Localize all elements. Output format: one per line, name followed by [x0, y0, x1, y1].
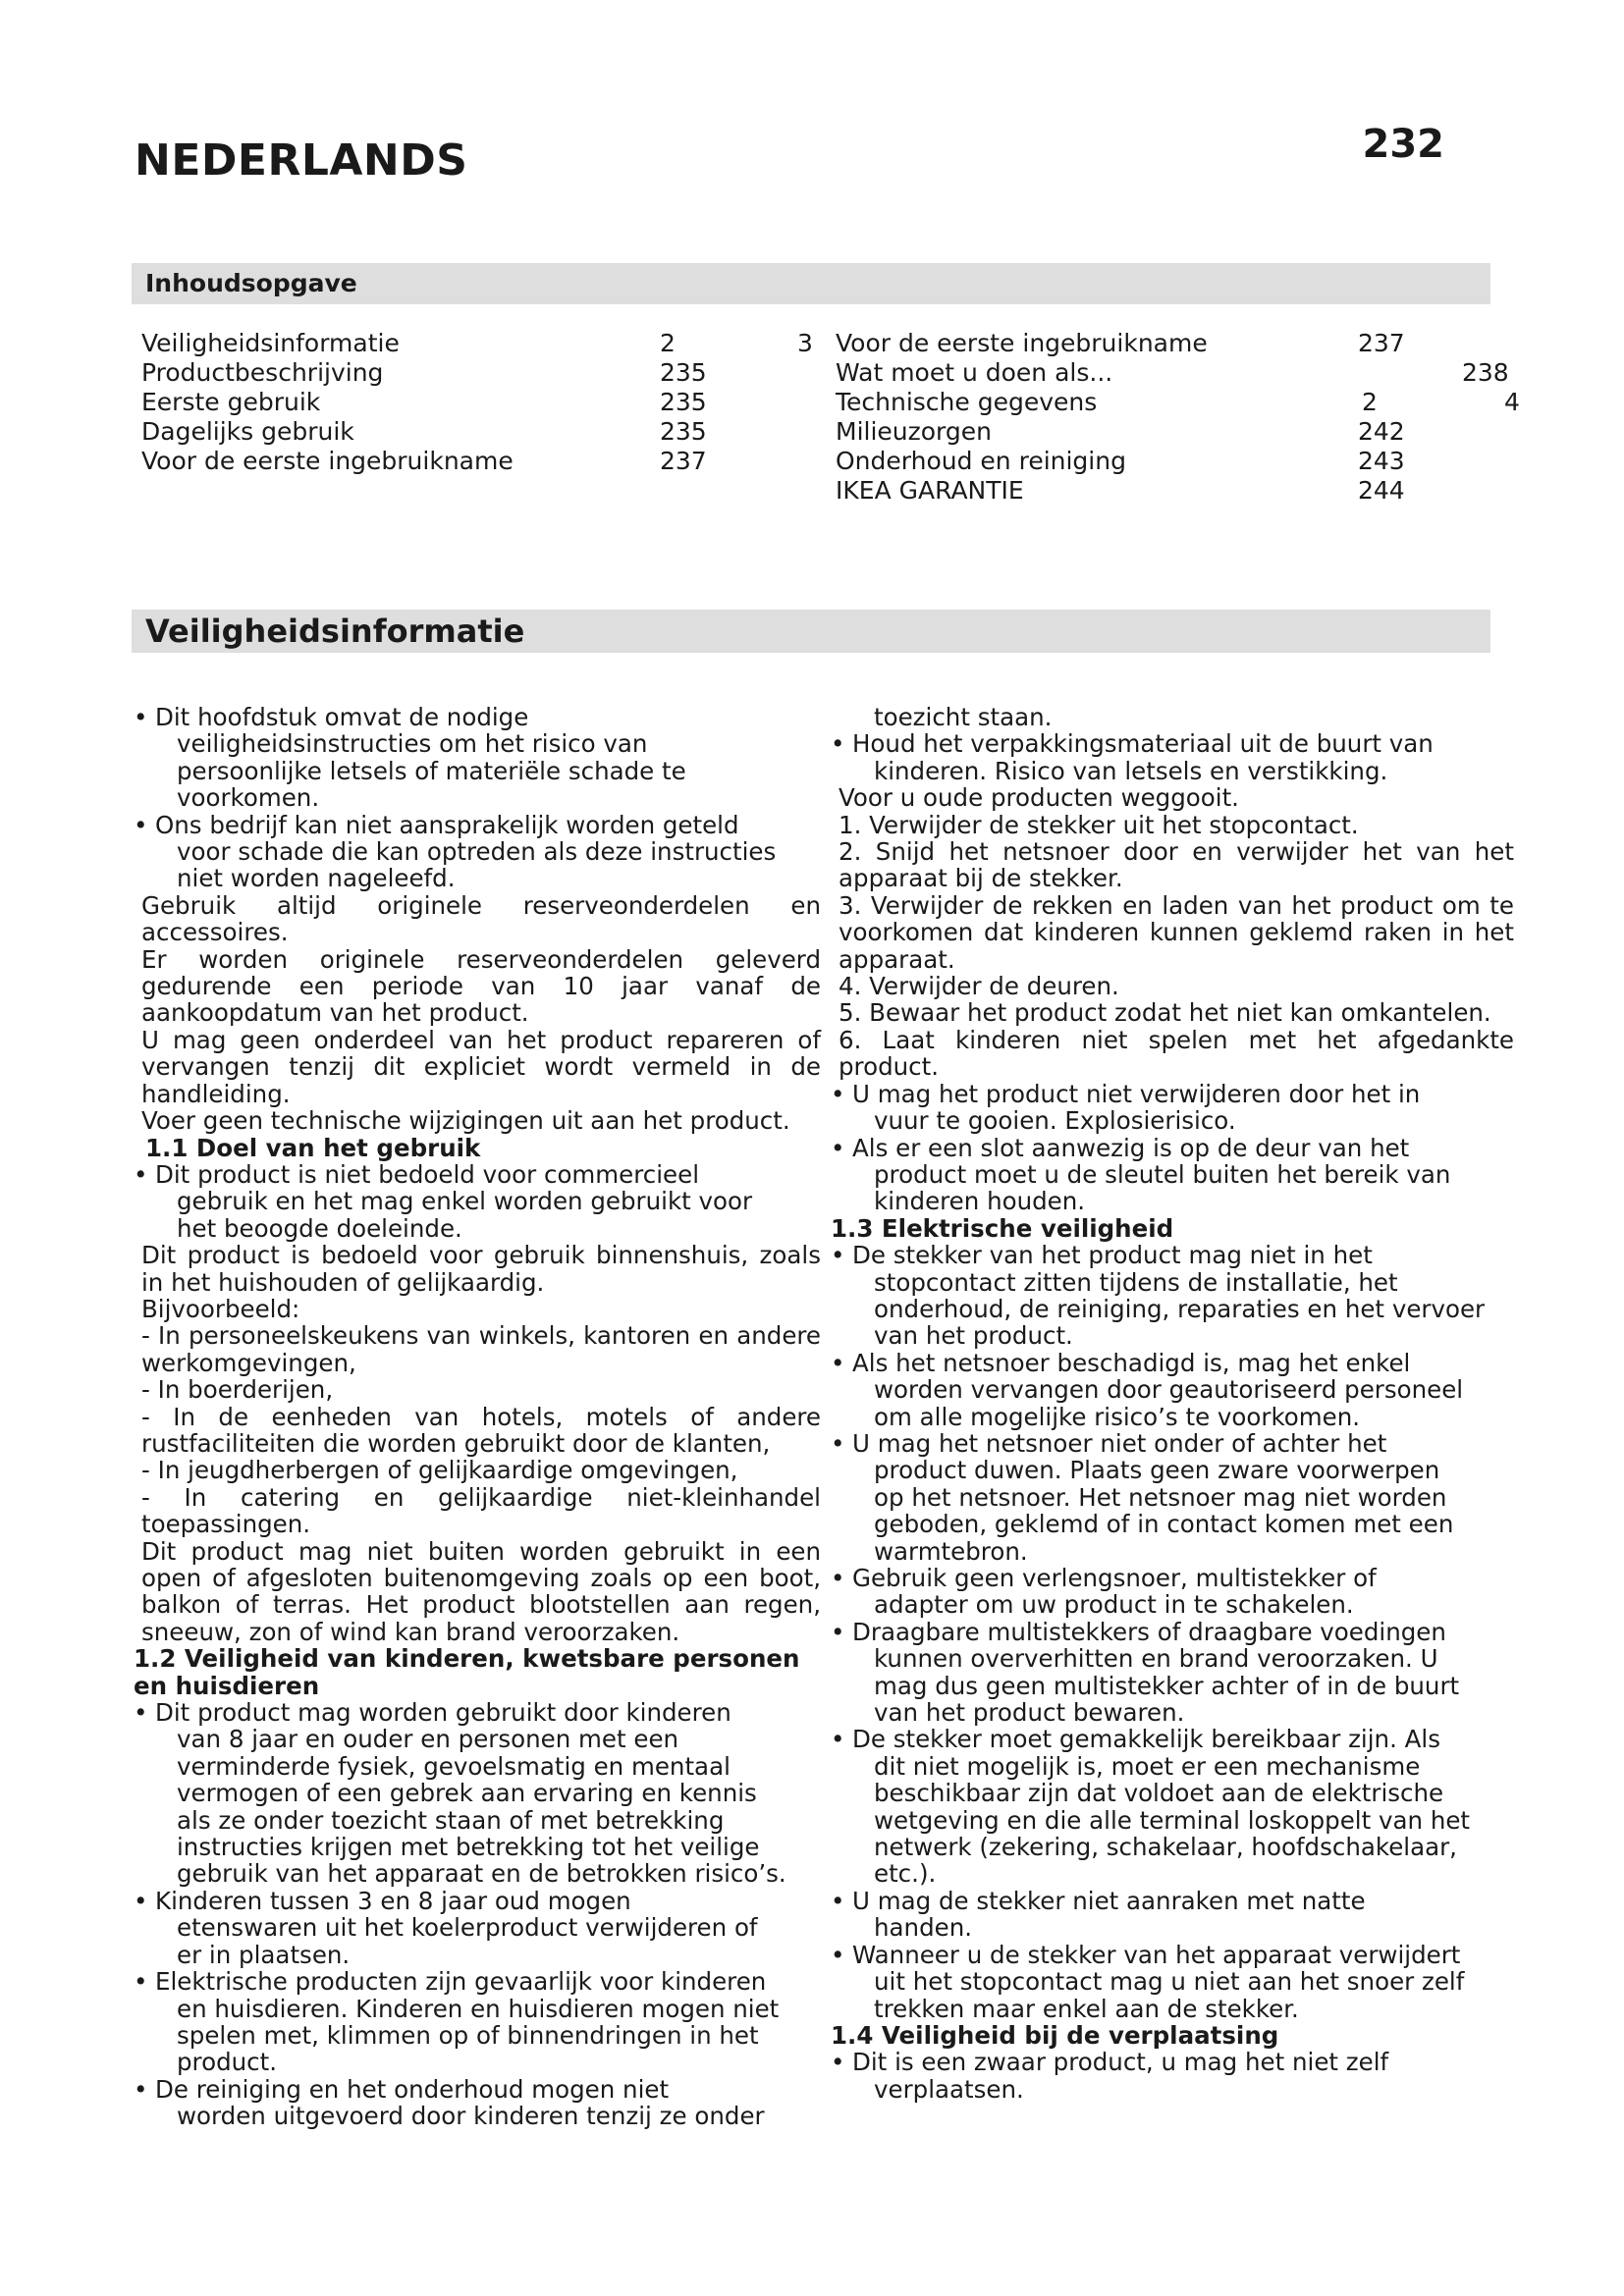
bullet-line: • Gebruik geen verlengsnoer, multistekker of — [852, 1564, 1377, 1592]
bullet-item — [134, 704, 821, 812]
bullet-line: • Als het netsnoer beschadigd is, mag het enkel — [852, 1348, 1411, 1377]
toc-entry[interactable] — [836, 358, 1513, 388]
paragraph: Dit product is bedoeld voor gebruik binnenshuis, zoals in het huishouden of gelijkaardig. — [141, 1241, 821, 1297]
bullet-line: • Elektrische producten zijn gevaarlijk voor kinderen — [155, 1967, 767, 1997]
bullet-line: • Wanneer u de stekker van het apparaat verwijdert — [852, 1940, 1461, 1969]
bullet-line: • Dit product is niet bedoeld voor commercieel — [155, 1159, 700, 1189]
bullet-line: vuur te gooien. Explosierisico. — [874, 1106, 1236, 1136]
bullet-line: • Draagbare multistekkers of draagbare voedingen — [852, 1617, 1446, 1646]
bullet-line: wetgeving en die alle terminal loskoppelt van het — [874, 1805, 1471, 1835]
toc-entry-page-extra: 3 — [797, 329, 813, 357]
paragraph: Dit product mag niet buiten worden gebruikt in een open of afgesloten buitenomgeving zoals op een boot, balkon of terras. Het product blootstellen aan regen, sneeuw, zon of wind kan brand veroorzaken. — [141, 1536, 821, 1646]
bullet-line: verminderde fysiek, gevoelsmatig en mentaal — [177, 1751, 731, 1781]
numbered-item: 2. Snijd het netsnoer door en verwijder het van het apparaat bij de stekker. — [839, 837, 1514, 893]
bullet-line: etenswaren uit het koelerproduct verwijderen of — [177, 1913, 758, 1943]
bullet-line: • Dit product mag worden gebruikt door kinderen — [155, 1698, 731, 1728]
bullet-item — [831, 730, 1514, 784]
bullet-line: • Houd het verpakkingsmateriaal uit de buurt van — [852, 729, 1434, 759]
section-title: Veiligheidsinformatie — [132, 610, 1490, 653]
toc-entry-label: Dagelijks gebruik — [141, 417, 354, 446]
toc-entry-page: 235 — [660, 358, 707, 387]
subsection-heading: 1.2 Veiligheid van kinderen, kwetsbare personen en huisdieren — [134, 1644, 800, 1700]
bullet-line: voorkomen. — [177, 783, 320, 813]
toc-entry-label: Wat moet u doen als... — [836, 358, 1113, 387]
bullet-line: product moet u de sleutel buiten het bereik van — [874, 1159, 1451, 1189]
toc-entry-label: Technische gegevens — [836, 388, 1098, 416]
toc-right-column — [836, 329, 1520, 506]
bullet-item — [831, 1565, 1514, 1619]
toc-title: Inhoudsopgave — [132, 263, 1490, 304]
toc-entry[interactable] — [141, 447, 809, 476]
toc-entry-page: 2 — [1362, 388, 1378, 416]
subsection-heading: 1.1 Doel van het gebruik — [145, 1133, 481, 1162]
bullet-line: • U mag de stekker niet aanraken met natte — [852, 1886, 1366, 1915]
bullet-line: niet worden nageleefd. — [177, 864, 456, 893]
toc-entry-page: 235 — [660, 417, 707, 446]
toc-entry-label: Onderhoud en reiniging — [836, 447, 1126, 475]
toc-entry[interactable] — [141, 329, 813, 358]
bullet-line: gebruik van het apparaat en de betrokken risico’s. — [177, 1859, 786, 1889]
bullet-line: kunnen oververhitten en brand veroorzaken. U — [874, 1644, 1438, 1674]
numbered-item: 1. Verwijder de stekker uit het stopcontact. — [839, 810, 1359, 839]
bullet-line: het beoogde doeleinde. — [177, 1213, 462, 1243]
bullet-line: als ze onder toezicht staan of met betrekking — [177, 1805, 725, 1835]
bullet-line: netwerk (zekering, schakelaar, hoofdschakelaar, — [874, 1833, 1457, 1862]
toc-entry-page: 2 — [660, 329, 676, 357]
continued-text: toezicht staan. — [874, 703, 1053, 731]
toc-entry-page: 237 — [660, 447, 707, 475]
paragraph: Voer geen technische wijzigingen uit aan het product. — [141, 1106, 790, 1136]
dash-item: - In personeelskeukens van winkels, kantoren en andere werkomgevingen, — [141, 1321, 821, 1377]
bullet-line: • Ons bedrijf kan niet aansprakelijk worden geteld — [155, 810, 739, 839]
bullet-line: warmtebron. — [874, 1536, 1028, 1566]
bullet-line: • Als er een slot aanwezig is op de deur van het — [852, 1133, 1410, 1162]
bullet-line: onderhoud, de reiniging, reparaties en het vervoer — [874, 1294, 1486, 1323]
bullet-line: beschikbaar zijn dat voldoet aan de elektrische — [874, 1779, 1444, 1808]
bullet-line: stopcontact zitten tijdens de installatie, het — [874, 1267, 1398, 1297]
bullet-item — [831, 1619, 1514, 1727]
bullet-item — [831, 1135, 1514, 1215]
bullet-line: adapter om uw product in te schakelen. — [874, 1590, 1354, 1620]
language-title: NEDERLANDS — [135, 135, 468, 186]
toc-entry[interactable] — [836, 388, 1520, 417]
bullet-line: en huisdieren. Kinderen en huisdieren mogen niet — [177, 1994, 780, 2023]
bullet-line: uit het stopcontact mag u niet aan het snoer zelf — [874, 1967, 1465, 1997]
toc-entry-label: IKEA GARANTIE — [836, 476, 1024, 505]
bullet-line: • Dit hoofdstuk omvat de nodige — [155, 703, 529, 731]
toc-entry-page: 243 — [1358, 447, 1405, 475]
bullet-item — [831, 1888, 1514, 1942]
bullet-line: • Kinderen tussen 3 en 8 jaar oud mogen — [155, 1886, 631, 1915]
toc-entry-label: Veiligheidsinformatie — [141, 329, 400, 357]
bullet-item — [134, 812, 821, 892]
bullet-line: • De stekker van het product mag niet in het — [852, 1241, 1373, 1270]
bullet-item — [831, 1430, 1514, 1565]
bullet-line: dit niet mogelijk is, moet er een mechanisme — [874, 1751, 1421, 1781]
bullet-line: om alle mogelijke risico’s te voorkomen. — [874, 1402, 1361, 1431]
toc-entry-page-extra: 4 — [1504, 388, 1520, 416]
bullet-item — [134, 1968, 821, 2076]
bullet-item — [134, 1699, 821, 1888]
bullet-item — [831, 1942, 1514, 2022]
paragraph: Voor u oude producten weggooit. — [839, 783, 1239, 813]
bullet-line: worden vervangen door geautoriseerd personeel — [874, 1375, 1464, 1405]
toc-entry[interactable] — [141, 417, 809, 447]
paragraph: Er worden originele reserveonderdelen geleverd gedurende een periode van 10 jaar vanaf de aankoopdatum van het product. — [141, 944, 821, 1028]
bullet-line: persoonlijke letsels of materiële schade te — [177, 756, 686, 785]
bullet-line: handen. — [874, 1913, 973, 1943]
paragraph: Gebruik altijd originele reserveonderdelen en accessoires. — [141, 890, 821, 947]
bullet-item — [831, 1081, 1514, 1135]
toc-entry[interactable] — [141, 388, 809, 417]
page-number: 232 — [1362, 122, 1444, 167]
toc-entry[interactable] — [836, 447, 1513, 476]
bullet-line: spelen met, klimmen op of binnendringen in het — [177, 2020, 759, 2050]
toc-entry-label: Milieuzorgen — [836, 417, 992, 446]
left-text-column — [134, 704, 821, 2130]
bullet-line: trekken maar enkel aan de stekker. — [874, 1994, 1299, 2023]
bullet-line: kinderen. Risico van letsels en verstikking. — [874, 756, 1388, 785]
dash-item: - In de eenheden van hotels, motels of andere rustfaciliteiten die worden gebruikt door de klanten, — [141, 1402, 821, 1458]
bullet-item — [831, 1242, 1514, 1350]
bullet-item — [831, 1726, 1514, 1887]
bullet-line: gebruik en het mag enkel worden gebruikt voor — [177, 1187, 753, 1216]
bullet-line: voor schade die kan optreden als deze instructies — [177, 837, 777, 867]
toc-entry-page: 238 — [1462, 358, 1509, 387]
bullet-item — [831, 1350, 1514, 1430]
toc-entry-page: 235 — [660, 388, 707, 416]
bullet-line: geboden, geklemd of in contact komen met een — [874, 1510, 1454, 1539]
bullet-line: etc.). — [874, 1859, 937, 1889]
bullet-line: • Dit is een zwaar product, u mag het niet zelf — [852, 2048, 1389, 2077]
bullet-item — [134, 1888, 821, 1968]
toc-entry[interactable] — [836, 329, 1513, 358]
bullet-line: vermogen of een gebrek aan ervaring en kennis — [177, 1779, 757, 1808]
toc-entry-label: Voor de eerste ingebruikname — [836, 329, 1208, 357]
dash-item: - In jeugdherbergen of gelijkaardige omgevingen, — [141, 1456, 738, 1485]
bullet-item — [831, 2049, 1514, 2103]
bullet-line: van het product bewaren. — [874, 1698, 1185, 1728]
toc-entry[interactable] — [836, 476, 1513, 506]
toc-entry-label: Voor de eerste ingebruikname — [141, 447, 514, 475]
bullet-line: van 8 jaar en ouder en personen met een — [177, 1725, 679, 1754]
numbered-item: 3. Verwijder de rekken en laden van het product om te voorkomen dat kinderen kunnen geklemd raken in het apparaat. — [839, 890, 1514, 974]
subsection-heading: 1.3 Elektrische veiligheid — [831, 1213, 1174, 1243]
toc-entry-page: 244 — [1358, 476, 1405, 505]
bullet-line: product. — [177, 2048, 278, 2077]
bullet-line: van het product. — [874, 1321, 1073, 1351]
subsection-heading: 1.4 Veiligheid bij de verplaatsing — [831, 2020, 1279, 2050]
toc-entry-label: Eerste gebruik — [141, 388, 321, 416]
numbered-item: 6. Laat kinderen niet spelen met het afgedankte product. — [839, 1025, 1514, 1082]
toc-left-column — [141, 329, 813, 476]
numbered-item: 4. Verwijder de deuren. — [839, 972, 1119, 1001]
bullet-line: product duwen. Plaats geen zware voorwerpen — [874, 1456, 1440, 1485]
bullet-line: • U mag het product niet verwijderen door het in — [852, 1079, 1421, 1108]
numbered-item: 5. Bewaar het product zodat het niet kan omkantelen. — [839, 998, 1491, 1028]
bullet-line: verplaatsen. — [874, 2074, 1024, 2104]
bullet-line: op het netsnoer. Het netsnoer mag niet worden — [874, 1482, 1447, 1512]
right-text-column — [831, 704, 1514, 2103]
toc-entry[interactable] — [141, 358, 809, 388]
dash-item: - In boerderijen, — [141, 1375, 334, 1405]
bullet-line: • U mag het netsnoer niet onder of achter het — [852, 1428, 1387, 1458]
bullet-line: worden uitgevoerd door kinderen tenzij ze onder — [177, 2102, 765, 2131]
toc-entry-label: Productbeschrijving — [141, 358, 384, 387]
toc-entry[interactable] — [836, 417, 1513, 447]
bullet-line: • De stekker moet gemakkelijk bereikbaar zijn. Als — [852, 1725, 1440, 1754]
toc-entry-page: 242 — [1358, 417, 1405, 446]
bullet-line: • De reiniging en het onderhoud mogen niet — [155, 2074, 670, 2104]
dash-item: - In catering en gelijkaardige niet-kleinhandel toepassingen. — [141, 1482, 821, 1539]
bullet-item — [134, 1161, 821, 1242]
paragraph: Bijvoorbeeld: — [141, 1294, 300, 1323]
bullet-line: kinderen houden. — [874, 1187, 1086, 1216]
bullet-item — [134, 2076, 821, 2130]
bullet-line: er in plaatsen. — [177, 1940, 351, 1969]
paragraph: U mag geen onderdeel van het product repareren of vervangen tenzij dit expliciet wordt vermeld in de handleiding. — [141, 1025, 821, 1108]
bullet-line: mag dus geen multistekker achter of in de buurt — [874, 1671, 1460, 1700]
toc-entry-page: 237 — [1358, 329, 1405, 357]
bullet-line: veiligheidsinstructies om het risico van — [177, 729, 648, 759]
bullet-line: instructies krijgen met betrekking tot het veilige — [177, 1833, 760, 1862]
